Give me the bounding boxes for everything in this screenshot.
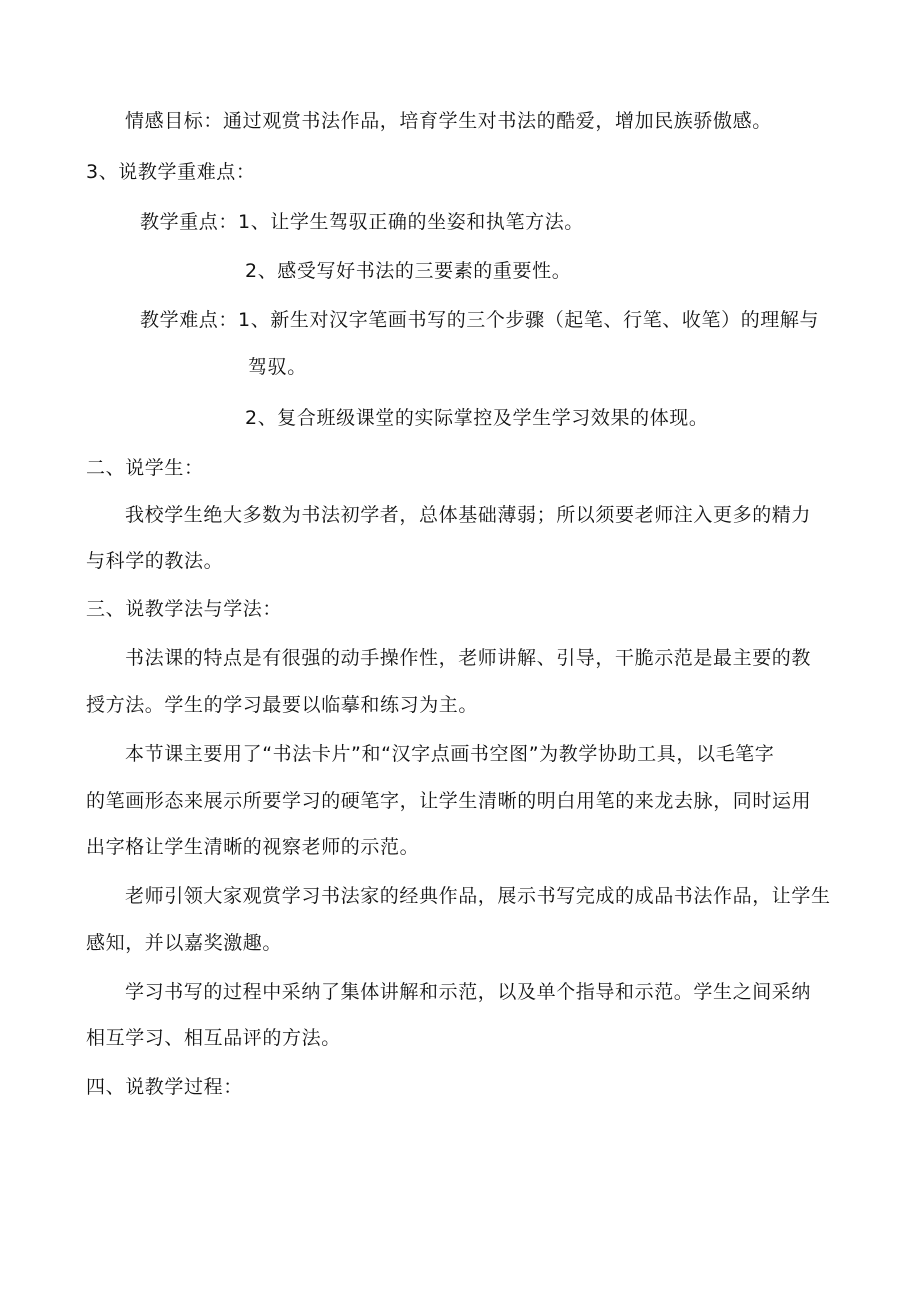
methods-paragraph-3-line-2: 感知，并以嘉奖激趣。 — [86, 932, 283, 954]
methods-paragraph-3-line-1: 老师引领大家观赏学习书法家的经典作品，展示书写完成的成品书法作品，让学生 — [125, 885, 831, 907]
students-heading: 二、说学生： — [86, 457, 204, 479]
methods-paragraph-4-line-2: 相互学习、相互品评的方法。 — [86, 1027, 341, 1049]
emotion-goal: 情感目标：通过观赏书法作品，培育学生对书法的酷爱，增加民族骄傲感。 — [125, 110, 772, 132]
methods-paragraph-2-line-1: 本节课主要用了“书法卡片”和“汉字点画书空图”为教学协助工具，以毛笔字 — [125, 743, 775, 765]
methods-paragraph-2-line-2: 的笔画形态来展示所要学习的硬笔字，让学生清晰的明白用笔的来龙去脉，同时运用 — [86, 790, 812, 812]
methods-paragraph-4-line-1: 学习书写的过程中采纳了集体讲解和示范，以及单个指导和示范。学生之间采纳 — [125, 981, 812, 1003]
methods-heading: 三、说教学法与学法： — [86, 598, 283, 620]
difficulty-1-line-2: 驾驭。 — [248, 356, 307, 378]
students-paragraph-line-2: 与科学的教法。 — [86, 550, 224, 572]
process-heading: 四、说教学过程： — [86, 1076, 243, 1098]
key-points-heading: 3、说教学重难点： — [86, 161, 256, 183]
methods-paragraph-1-line-1: 书法课的特点是有很强的动手操作性，老师讲解、引导，干脆示范是最主要的教 — [125, 647, 812, 669]
key-point-1: 教学重点：1、让学生驾驭正确的坐姿和执笔方法。 — [140, 211, 584, 233]
methods-paragraph-1-line-2: 授方法。学生的学习最要以临摹和练习为主。 — [86, 694, 479, 716]
difficulty-2: 2、复合班级课堂的实际掌控及学生学习效果的体现。 — [245, 407, 709, 429]
students-paragraph-line-1: 我校学生绝大多数为书法初学者，总体基础薄弱；所以须要老师注入更多的精力 — [125, 504, 812, 526]
methods-paragraph-2-line-3: 出字格让学生清晰的视察老师的示范。 — [86, 836, 420, 858]
key-point-2: 2、感受写好书法的三要素的重要性。 — [245, 260, 572, 282]
difficulty-1-line-1: 教学难点：1、新生对汉字笔画书写的三个步骤（起笔、行笔、收笔）的理解与 — [140, 309, 820, 331]
